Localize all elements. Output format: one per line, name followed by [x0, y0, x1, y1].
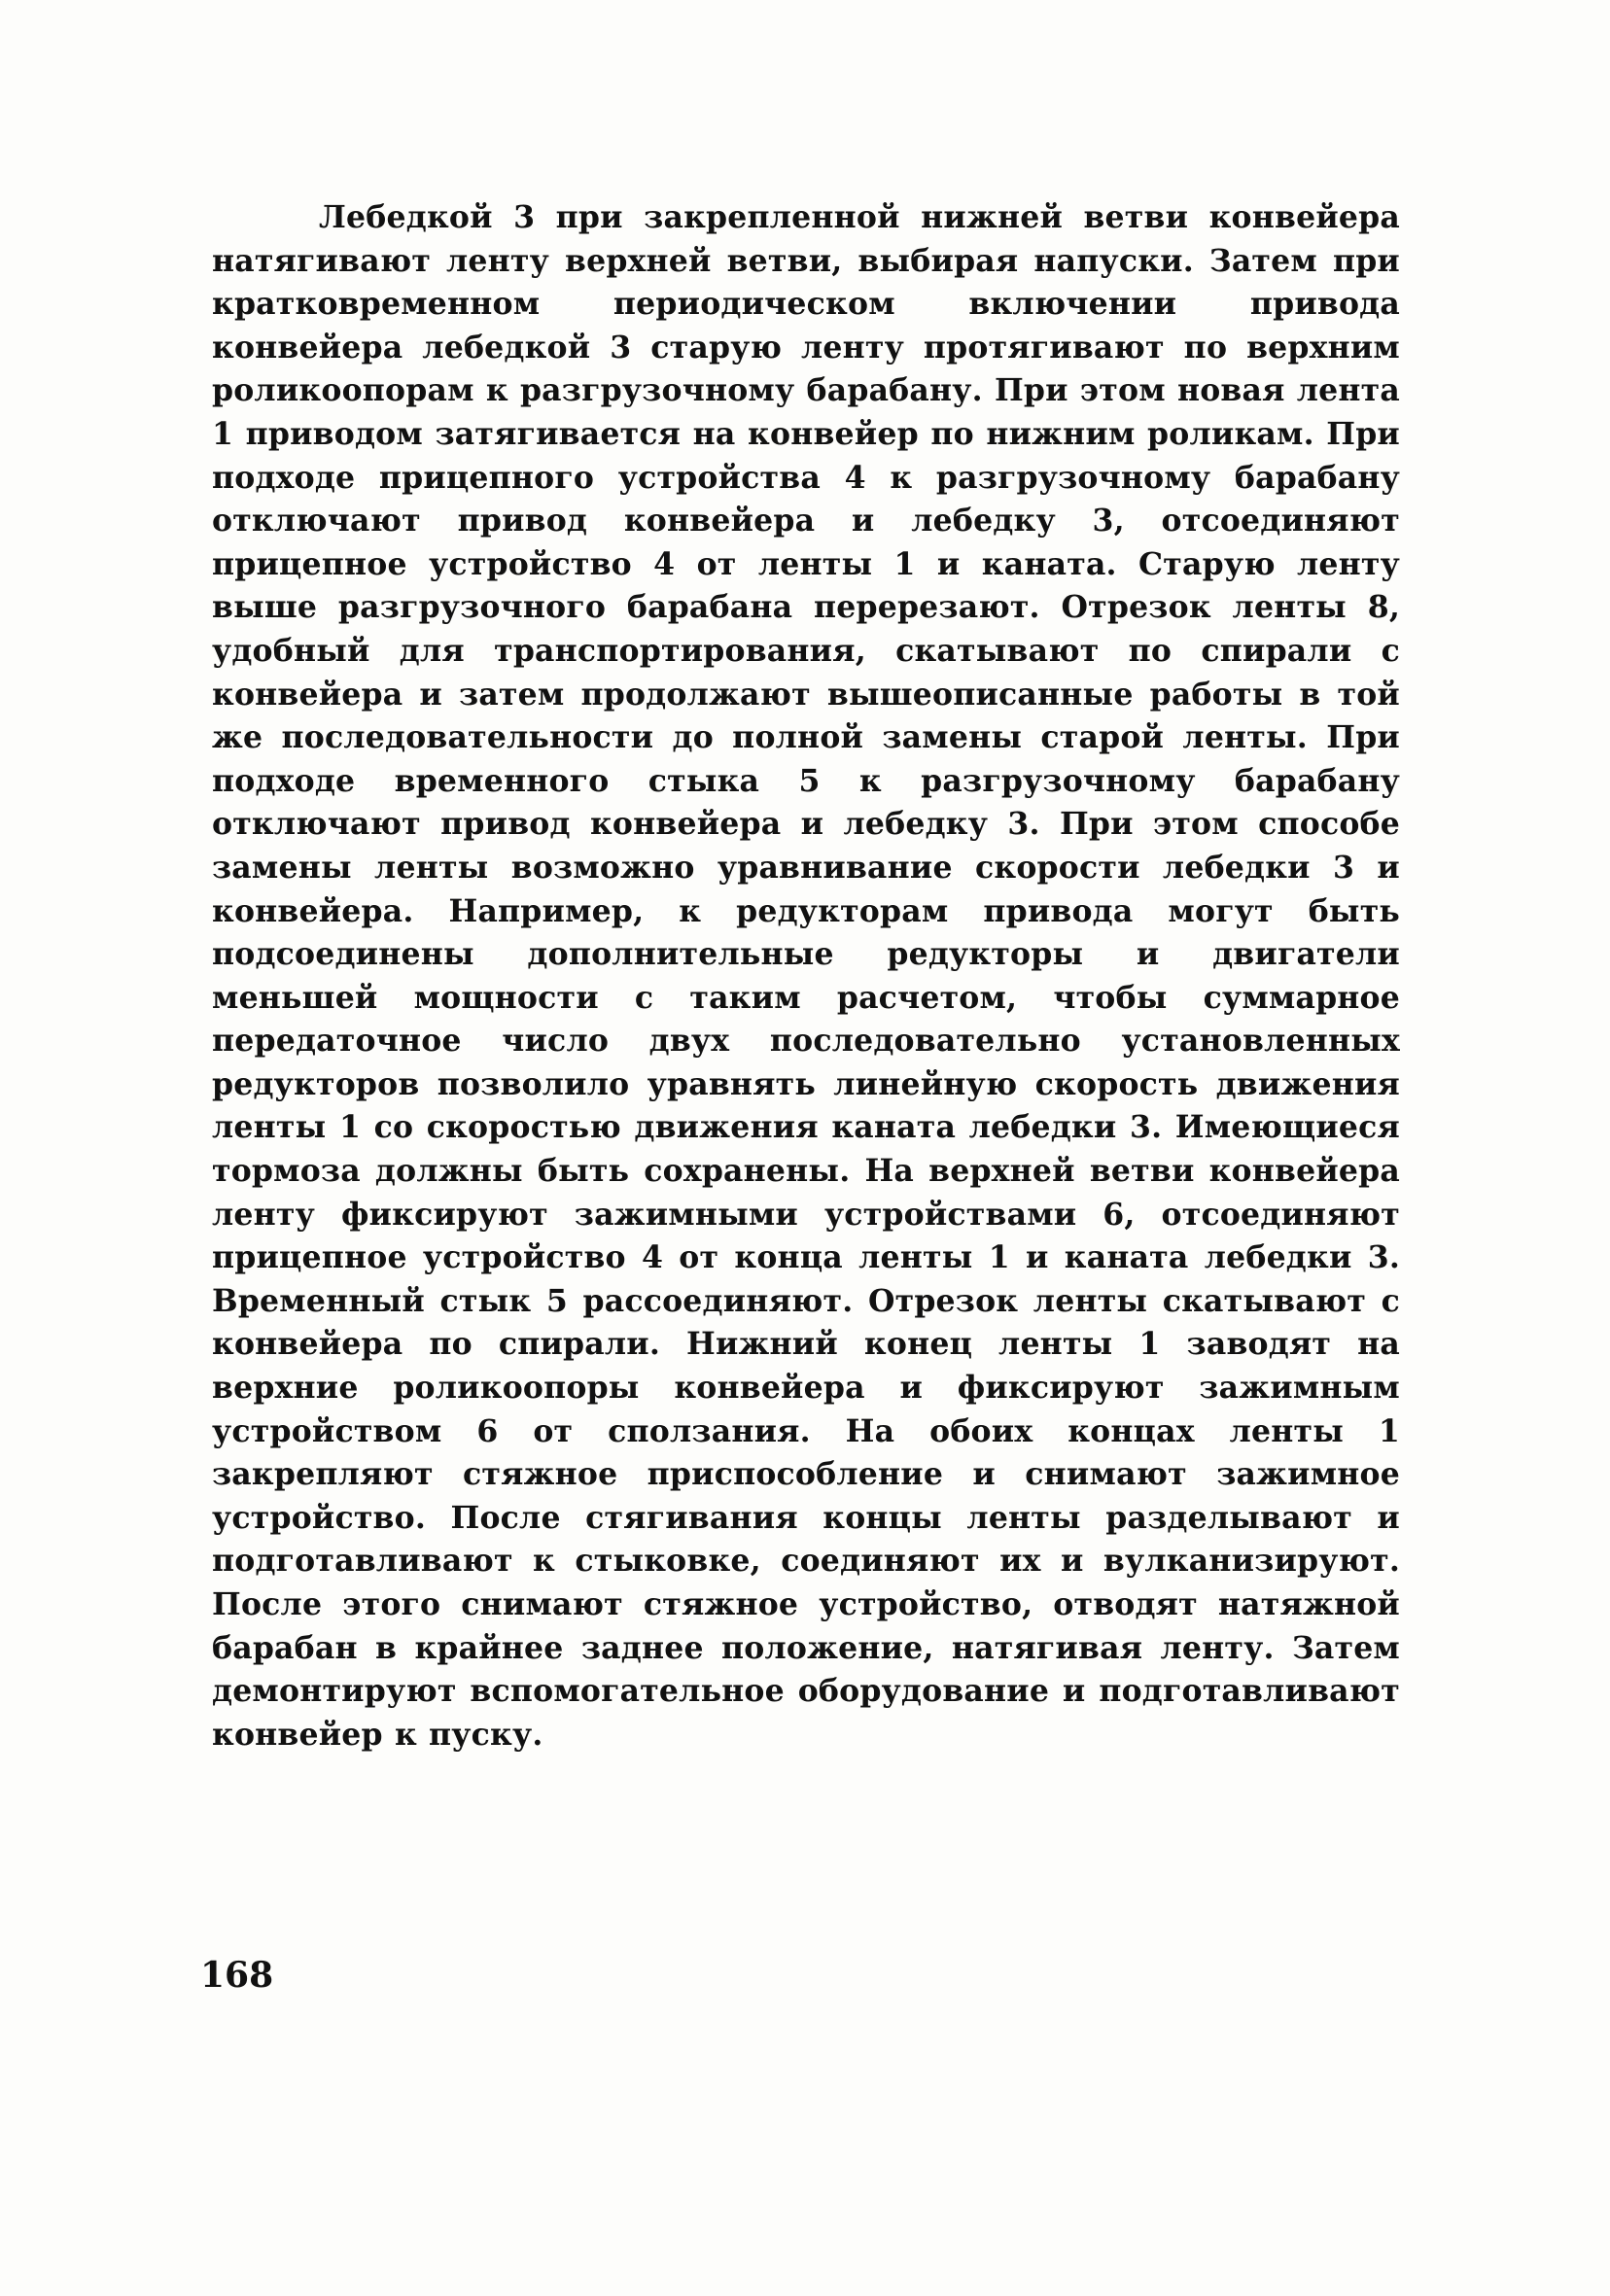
page-number: 168	[200, 1955, 274, 1996]
body-paragraph: Лебедкой 3 при закрепленной нижней ветви конвейера натягивают ленту верхней ветви, выбирая напуски. Затем при кратковременном периодическом включении привода конвейера лебедкой 3 старую ленту протягивают по верхним роликоопорам к разгрузочному барабану. При этом новая лента 1 приводом затягивается на конвейер по нижним роликам. При подходе прицепного устройства 4 к разгрузочному барабану отключают привод конвейера и лебедку 3, отсоединяют прицепное устройство 4 от ленты 1 и каната. Старую ленту выше разгрузочного барабана перерезают. Отрезок ленты 8, удобный для транспортирования, скатывают по спирали с конвейера и затем продолжают вышеописанные работы в той же последовательности до полной замены старой ленты. При подходе временного стыка 5 к разгрузочному барабану отключают привод конвейера и лебедку 3. При этом способе замены ленты возможно уравнивание скорости лебедки 3 и конвейера. Например, к редукторам привода могут быть подсоединены дополнительные редукторы и двигатели меньшей мощности с таким расчетом, чтобы суммарное передаточное число двух последовательно установленных редукторов позволило уравнять линейную скорость движения ленты 1 со скоростью движения каната лебедки 3. Имеющиеся тормоза должны быть сохранены. На верхней ветви конвейера ленту фиксируют зажимными устройствами 6, отсоединяют прицепное устройство 4 от конца ленты 1 и каната лебедки 3. Временный стык 5 рассоединяют. Отрезок ленты скатывают с конвейера по спирали. Нижний конец ленты 1 заводят на верхние роликоопоры конвейера и фиксируют зажимным устройством 6 от сползания. На обоих концах ленты 1 закрепляют стяжное приспособление и снимают зажимное устройство. После стягивания концы ленты разделывают и подготавливают к стыковке, соединяют их и вулканизируют. После этого снимают стяжное устройство, отводят натяжной барабан в крайнее заднее положение, натягивая ленту. Затем демонтируют вспомогательное оборудование и подготавливают конвейер к пуску.	[212, 199, 1400, 1753]
